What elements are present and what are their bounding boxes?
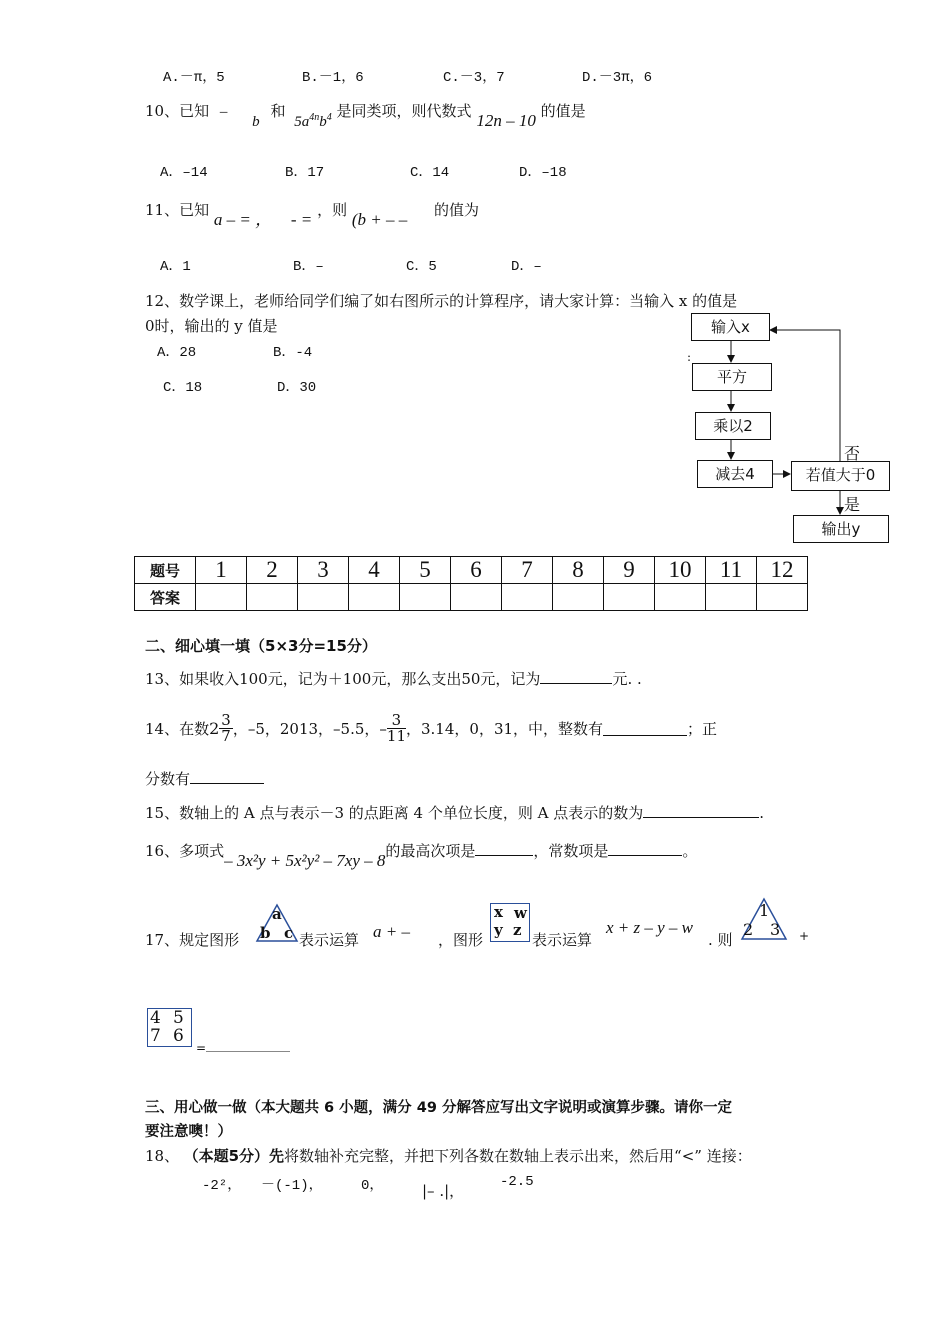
q17-mid: ，图形	[438, 931, 484, 949]
flow-output-box: 输出y	[793, 515, 889, 543]
answer-table-number: 6	[451, 557, 502, 584]
answer-cell[interactable]	[655, 584, 706, 611]
q9-option-b: B.－1，6	[302, 70, 364, 86]
answer-cell[interactable]	[349, 584, 400, 611]
section2-title: 二、细心填一填（5×3分=15分）	[145, 637, 377, 655]
q17-then: . 则	[708, 931, 733, 949]
q12-option-d: D．30	[277, 380, 317, 396]
q12-option-c: C．18	[163, 380, 203, 396]
q14-integer-blank[interactable]	[603, 721, 687, 736]
q17-prefix: 17、规定图形	[145, 931, 240, 949]
flow-colon: :	[687, 350, 692, 364]
answer-table-header-row	[135, 557, 808, 584]
answer-table-answer-row	[135, 584, 808, 611]
q18-bold: （本题5分）先	[191, 1147, 285, 1165]
q10-mid: 是同类项，则代数式	[336, 102, 472, 120]
q17-op1: a + –	[373, 922, 410, 941]
q11-option-a: A．1	[160, 259, 191, 275]
q10-option-a: A．–14	[160, 165, 208, 181]
q17-triangle-123	[740, 897, 788, 941]
q14-den1: 7	[221, 726, 231, 745]
q18-num-3: 0，	[361, 1178, 384, 1194]
q10-expr: 12n – 10	[476, 111, 536, 130]
q17-square-xwyz	[490, 903, 530, 942]
q18-num-4: |– .|，	[422, 1182, 465, 1200]
q13-blank[interactable]	[540, 669, 612, 684]
q14-line2-text: 分数有	[145, 770, 191, 788]
q14-fraction-1	[219, 710, 233, 745]
answer-table-number: 10	[655, 557, 706, 584]
q17-plus: +	[799, 929, 810, 943]
q10-suffix: 的值是	[540, 102, 586, 120]
answer-cell[interactable]	[247, 584, 298, 611]
flow-times2-box: 乘以2	[695, 412, 771, 440]
answer-table-number: 4	[349, 557, 400, 584]
answer-cell[interactable]	[196, 584, 247, 611]
q17-equals	[196, 1039, 290, 1055]
q16-constant-blank[interactable]	[608, 841, 682, 856]
q12-option-a: A．28	[157, 345, 197, 361]
q17-sq2-5: 5	[173, 1008, 184, 1028]
q18-num-1: -2²，	[202, 1178, 242, 1194]
answer-table-label-answer: 答案	[135, 584, 196, 611]
q17-tri-c: c	[284, 924, 294, 942]
q18	[145, 1145, 752, 1166]
answer-table-number: 12	[757, 557, 808, 584]
q10-b: b	[252, 114, 260, 130]
answer-table-number: 2	[247, 557, 298, 584]
q14-suffix: ；正	[687, 719, 718, 738]
q10-term-b: b	[319, 114, 327, 130]
q14-whole: 2	[209, 718, 220, 738]
q9-option-c: C.－3，7	[443, 70, 505, 86]
q13-text: 13、如果收入100元，记为＋100元，那么支出50元，记为	[145, 670, 541, 688]
q15-suffix: .	[759, 804, 764, 822]
q17-tri2-2: 2	[743, 920, 754, 939]
section3-title-line2: 要注意噢！）	[145, 1124, 232, 1140]
answer-table-number: 9	[604, 557, 655, 584]
answer-table-number: 1	[196, 557, 247, 584]
flow-square-box: 平方	[692, 363, 772, 391]
q10-term-exp: 4n	[309, 112, 320, 123]
q16-suffix: 。	[682, 842, 698, 860]
flow-yes-label: 是	[844, 495, 861, 514]
q14-line2	[145, 768, 264, 789]
q11-suffix: 的值为	[434, 201, 480, 219]
q13-suffix: 元. .	[612, 670, 642, 688]
q16-poly: – 3x²y + 5x²y² – 7xy – 8	[224, 851, 386, 870]
flow-minus4-box: 减去4	[697, 460, 773, 488]
q9-option-d: D.－3π，6	[582, 70, 653, 86]
q10-and: 和	[270, 102, 286, 120]
q17-blank[interactable]	[206, 1039, 290, 1052]
answer-cell[interactable]	[298, 584, 349, 611]
q10-term-bexp: 4	[326, 112, 332, 123]
q17-tri2-3: 3	[770, 920, 781, 939]
q10-dash: –	[219, 104, 228, 120]
q17-tri-b: b	[260, 924, 271, 942]
q14-prefix: 14、在数	[145, 719, 210, 738]
q11-option-d: D．–	[511, 259, 542, 275]
answer-table-number: 8	[553, 557, 604, 584]
q10-prefix: 10、已知	[145, 102, 210, 120]
q11-then: ，则	[317, 201, 348, 219]
answer-table-number: 7	[502, 557, 553, 584]
q11-prefix: 11、已知	[145, 201, 210, 219]
q17-sq-x: x	[494, 903, 503, 921]
answer-cell[interactable]	[400, 584, 451, 611]
answer-cell[interactable]	[706, 584, 757, 611]
q11-expr3: (b + – –	[351, 210, 408, 229]
q16-mid2: ，常数项是	[533, 842, 609, 860]
q10-term-a: a	[301, 114, 310, 130]
q14-list2: ，3.14，0，31，中，整数有	[406, 719, 604, 738]
q17-op2: x + z – y – w	[606, 918, 694, 937]
q14-num2: 3	[387, 713, 406, 729]
q12-line1: 12、数学课上，老师给同学们编了如右图所示的计算程序，请大家计算：当输入 x 的值是	[145, 292, 738, 310]
answer-table-number: 3	[298, 557, 349, 584]
q15-text: 15、数轴上的 A 点与表示－3 的点距离 4 个单位长度，则 A 点表示的数为	[145, 804, 644, 822]
section3-title-line1: 三、用心做一做（本大题共 6 小题，满分 49 分解答应写出文字说明或演算步骤。请你一定	[145, 1100, 732, 1116]
q17-sq2-4: 4	[150, 1008, 161, 1028]
q11-option-b: B．–	[293, 259, 324, 275]
q17-triangle-abc	[255, 903, 299, 943]
q17-tri-a: a	[272, 905, 282, 923]
q17-sq-y: y	[494, 921, 503, 939]
q17-tri2-1: 1	[759, 901, 770, 920]
q18-prefix: 18、	[145, 1147, 180, 1165]
q9-option-a: A.－π，5	[163, 70, 225, 86]
q11-expr2: - =	[290, 210, 313, 229]
q14	[145, 706, 717, 750]
q17-sq-z: z	[513, 921, 522, 939]
q17-eq: =	[196, 1041, 207, 1055]
q15-blank[interactable]	[643, 803, 759, 818]
q17-op1-pre: 表示运算	[299, 931, 360, 949]
answer-cell[interactable]	[553, 584, 604, 611]
q16-highest-blank[interactable]	[475, 841, 533, 856]
answer-cell[interactable]	[502, 584, 553, 611]
q12-option-b: B．-4	[273, 345, 313, 361]
q14-fraction-blank[interactable]	[190, 769, 264, 784]
q14-fraction-2	[386, 710, 406, 745]
q13	[145, 668, 642, 689]
answer-cell[interactable]	[757, 584, 808, 611]
q17-sq2-6: 6	[173, 1026, 184, 1046]
q11-expr1: a – = ，	[213, 210, 273, 229]
q14-list1: ，–5，2013，–5.5，–	[232, 719, 387, 738]
q16-prefix: 16、多项式	[145, 842, 225, 860]
q10-option-b: B．17	[285, 165, 325, 181]
q10-option-c: C．14	[410, 165, 450, 181]
q17-square-4576	[147, 1008, 192, 1047]
q14-den2: 11	[386, 726, 406, 745]
q12-line2: 0时，输出的 y 值是	[145, 317, 278, 335]
answer-table-number: 5	[400, 557, 451, 584]
answer-cell[interactable]	[451, 584, 502, 611]
flow-check-box: 若值大于0	[791, 461, 890, 491]
flow-no-label: 否	[844, 444, 861, 463]
q18-text: 将数轴补充完整，并把下列各数在数轴上表示出来，然后用“<” 连接：	[284, 1147, 752, 1165]
q10-term-coef: 5	[294, 114, 302, 130]
q17-op2-pre: 表示运算	[532, 931, 593, 949]
answer-cell[interactable]	[604, 584, 655, 611]
flow-input-box: 输入x	[691, 313, 770, 341]
q18-num-2: －(-1)，	[261, 1178, 323, 1194]
answer-table-label-number: 题号	[135, 557, 196, 584]
q16	[145, 840, 698, 870]
answer-table-number: 11	[706, 557, 757, 584]
q11-option-c: C．5	[406, 259, 437, 275]
q17-sq2-7: 7	[150, 1026, 161, 1046]
answer-table	[134, 556, 808, 611]
q17-sq-w: w	[514, 904, 527, 922]
q14-num1: 3	[221, 710, 231, 729]
q15	[145, 802, 764, 823]
q16-mid: 的最高次项是	[385, 842, 476, 860]
q18-num-5: -2.5	[500, 1174, 534, 1190]
q10-option-d: D．–18	[519, 165, 567, 181]
